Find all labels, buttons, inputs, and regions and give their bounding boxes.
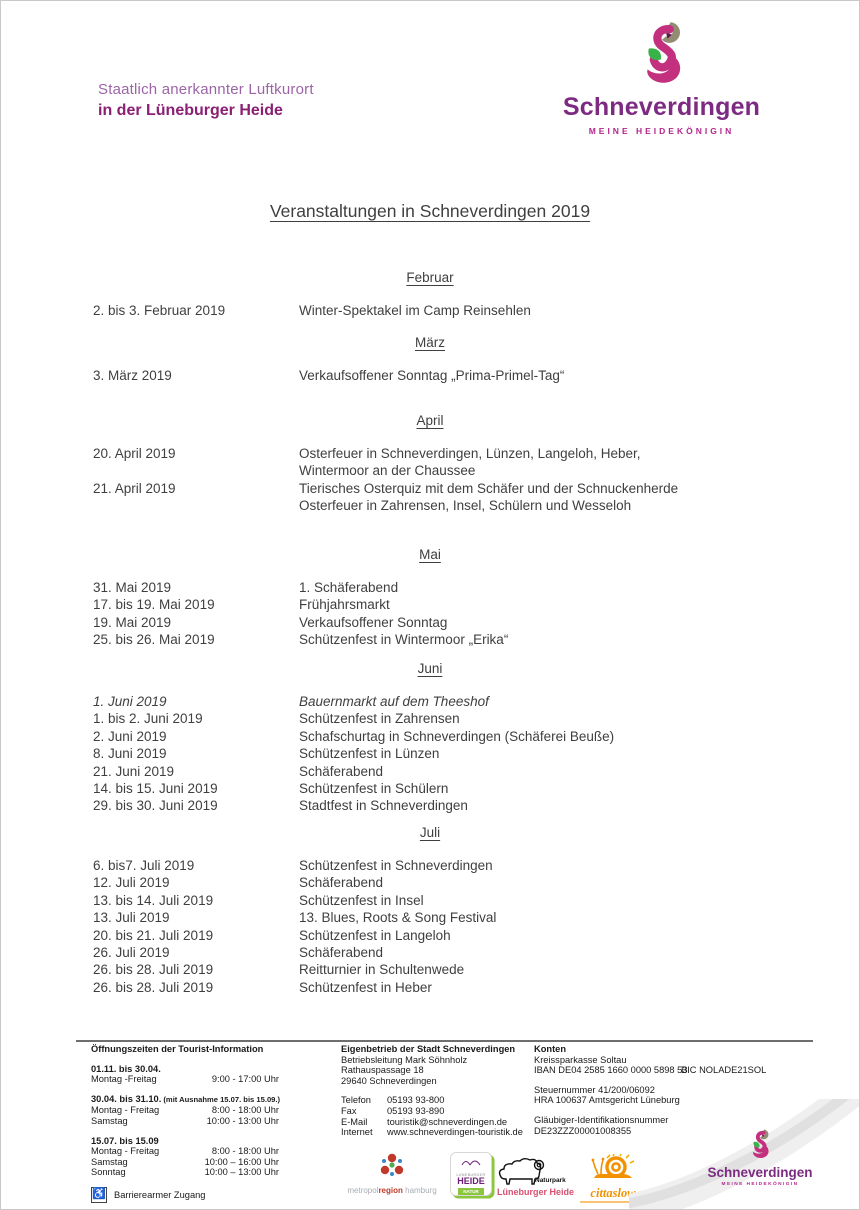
bank-name: Kreissparkasse Soltau	[534, 1054, 627, 1065]
event-date: 6. bis7. Juli 2019	[93, 858, 195, 873]
hours-gap	[91, 1085, 291, 1094]
event-date: 31. Mai 2019	[93, 580, 172, 595]
snail-icon	[590, 1154, 636, 1182]
metropol-label: metropolregion hamburg	[347, 1186, 437, 1195]
event-date: 8. Juni 2019	[93, 746, 167, 762]
operator-line: Betriebsleitung Mark Söhnholz	[341, 1054, 468, 1065]
naturpark-line2: Lüneburger Heide	[497, 1187, 575, 1197]
creditor-label: Gläubiger-Identifikationsnummer	[534, 1114, 669, 1125]
brand-block	[554, 21, 769, 136]
event-desc: Schützenfest in Schneverdingen	[299, 858, 493, 873]
event-desc: Schützenfest in Zahrensen	[299, 711, 460, 727]
event-desc: Schäferabend	[299, 875, 384, 891]
event-desc: Schafschurtag in Schneverdingen (Schäferei Beuße)	[299, 728, 615, 744]
hours-time: 8:00 - 18:00 Uhr	[211, 1146, 279, 1157]
event-row	[1, 480, 859, 515]
tax-lines	[534, 1085, 834, 1106]
event-desc: Reitturnier in Schultenwede	[299, 962, 465, 978]
tax-line: Steuernummer 41/200/06092	[534, 1084, 655, 1095]
brand-subtitle-small: MEINE HEIDEKÖNIGIN	[721, 1182, 799, 1187]
event-row	[1, 614, 859, 631]
contact-row	[341, 1106, 541, 1117]
event-date: 25. bis 26. Mai 2019	[93, 632, 215, 648]
event-date: 20. bis 21. Juli 2019	[93, 927, 214, 943]
event-desc: Schäferabend	[299, 945, 384, 961]
hours-row	[91, 1074, 279, 1085]
event-row	[1, 596, 859, 613]
hours-period-note: (mit Ausnahme 15.07. bis 15.09.)	[161, 1094, 281, 1104]
hours-time: 8:00 - 18:00 Uhr	[211, 1105, 279, 1116]
event-desc: Schützenfest in Langeloh	[299, 927, 451, 943]
naturpark-line1: Naturpark	[535, 1177, 566, 1184]
hours-row	[91, 1116, 279, 1127]
month-heading: Juni	[417, 661, 443, 676]
month-heading: Februar	[406, 270, 454, 285]
event-date: 1. bis 2. Juni 2019	[93, 711, 203, 727]
brand-name-small: Schneverdingen	[707, 1165, 813, 1180]
event-date: 14. bis 15. Juni 2019	[93, 781, 218, 797]
event-row	[1, 445, 859, 480]
heide-line3: NATUR	[458, 1188, 484, 1195]
event-row	[1, 579, 859, 596]
event-date: 26. bis 28. Juli 2019	[93, 979, 214, 995]
logo-metropolregion	[339, 1151, 445, 1195]
event-desc: Verkaufsoffener Sonntag	[299, 614, 448, 630]
page-title: Veranstaltungen in Schneverdingen 2019	[269, 201, 591, 221]
hours-gap	[91, 1127, 291, 1136]
hours-time: 10:00 – 16:00 Uhr	[204, 1156, 279, 1167]
logo-lueneburger-heide-natur	[450, 1152, 492, 1196]
event-date: 19. Mai 2019	[93, 614, 172, 630]
heide-line2: HEIDE	[457, 1176, 485, 1186]
bic-value: BIC NOLADE21SOL	[681, 1065, 767, 1076]
cittaslow-tagline-decoration	[580, 1201, 646, 1203]
event-desc: 1. Schäferabend	[299, 580, 399, 595]
event-desc: Frühjahrsmarkt	[299, 597, 390, 613]
contact-row	[341, 1117, 541, 1128]
event-row	[1, 693, 859, 710]
event-row	[1, 780, 859, 797]
event-row	[1, 302, 859, 319]
month-section	[1, 824, 859, 996]
event-row	[1, 944, 859, 961]
hours-time: 10:00 - 13:00 Uhr	[206, 1115, 279, 1126]
event-date: 20. April 2019	[93, 446, 176, 461]
month-section	[1, 546, 859, 649]
event-row	[1, 909, 859, 926]
event-desc: Bauernmarkt auf dem Theeshof	[299, 694, 489, 709]
month-section	[1, 334, 859, 384]
event-row	[1, 797, 859, 814]
metropol-flower-icon	[378, 1151, 406, 1179]
event-date: 21. April 2019	[93, 480, 176, 496]
brand-block-small	[704, 1129, 816, 1187]
hours-period: 30.04. bis 31.10. (mit Ausnahme 15.07. bis 15.09.)	[91, 1093, 281, 1104]
hours-time: 10:00 – 13:00 Uhr	[204, 1167, 279, 1178]
hours-heading: Öffnungszeiten der Tourist-Information	[91, 1044, 264, 1054]
event-row	[1, 710, 859, 727]
operator-line: Rathauspassage 18	[341, 1065, 424, 1076]
pretitle-line2: in der Lüneburger Heide	[98, 102, 283, 119]
event-row	[1, 631, 859, 648]
operator-contacts	[341, 1095, 541, 1137]
heide-hills-icon	[460, 1157, 482, 1166]
footer-hours-column	[91, 1044, 291, 1203]
event-row	[1, 892, 859, 909]
event-desc: 13. Blues, Roots & Song Festival	[299, 910, 497, 926]
event-desc: Schützenfest in Heber	[299, 979, 432, 995]
logo-cittaslow	[574, 1154, 652, 1203]
event-row	[1, 874, 859, 891]
hours-day: Samstag	[91, 1156, 128, 1167]
event-date: 26. bis 28. Juli 2019	[93, 962, 214, 978]
event-row	[1, 745, 859, 762]
pretitle-line1: Staatlich anerkannter Luftkurort	[98, 81, 314, 98]
contact-label: E-Mail	[341, 1116, 368, 1127]
operator-lines	[341, 1055, 541, 1087]
contact-label: Internet	[341, 1127, 373, 1138]
hours-row	[91, 1146, 279, 1157]
event-row	[1, 979, 859, 996]
event-date: 26. Juli 2019	[93, 945, 170, 961]
hours-day: Samstag	[91, 1115, 128, 1126]
event-date: 3. März 2019	[93, 368, 172, 383]
hours-row	[91, 1167, 279, 1178]
hours-day: Montag -Freitag	[91, 1074, 157, 1085]
event-desc: Schützenfest in Insel	[299, 892, 424, 908]
hours-row	[91, 1105, 279, 1116]
event-desc: Tierisches Osterquiz mit dem Schäfer und der Schnuckenherde Osterfeuer in Zahrensen, Insel, Schülern und Wesseloh	[299, 480, 679, 514]
event-row	[1, 367, 859, 384]
footer-divider	[76, 1040, 813, 1042]
iban-value: IBAN DE04 2585 1660 0000 5898 53	[534, 1065, 688, 1076]
contact-label: Fax	[341, 1105, 357, 1116]
event-row	[1, 763, 859, 780]
footer-operator-column	[341, 1044, 541, 1138]
contact-row	[341, 1127, 541, 1138]
operator-line: 29640 Schneverdingen	[341, 1075, 437, 1086]
contact-value: 05193 93-800	[387, 1095, 445, 1106]
footer-accounts-column	[534, 1044, 834, 1136]
event-desc: Schützenfest in Lünzen	[299, 746, 440, 762]
hours-row	[91, 1157, 279, 1168]
hours-day: Montag - Freitag	[91, 1105, 160, 1116]
month-heading: Juli	[419, 825, 441, 840]
hours-period: 15.07. bis 15.09	[91, 1135, 159, 1146]
hours-groups	[91, 1055, 291, 1178]
contact-value: 05193 93-890	[387, 1105, 445, 1116]
month-section	[1, 660, 859, 815]
event-date: 1. Juni 2019	[93, 694, 167, 709]
event-desc: Schützenfest in Wintermoor „Erika“	[299, 632, 509, 648]
header-left-block	[98, 81, 314, 120]
wheelchair-icon: ♿	[91, 1187, 107, 1203]
event-date: 12. Juli 2019	[93, 875, 170, 891]
month-heading: März	[415, 335, 445, 350]
brand-name: Schneverdingen	[562, 93, 761, 121]
month-heading: Mai	[419, 547, 441, 562]
event-desc: Schützenfest in Schülern	[299, 781, 449, 797]
hours-time: 9:00 - 17:00 Uhr	[211, 1074, 279, 1085]
contact-value: www.schneverdingen-touristik.de	[387, 1127, 523, 1138]
hours-gap	[91, 1055, 291, 1064]
event-desc: Osterfeuer in Schneverdingen, Lünzen, Langeloh, Heber, Wintermoor an der Chaussee	[299, 446, 641, 479]
iban-row	[534, 1065, 834, 1076]
event-date: 2. Juni 2019	[93, 728, 167, 744]
event-desc: Stadtfest in Schneverdingen	[299, 798, 468, 814]
event-row	[1, 927, 859, 944]
hours-day: Montag - Freitag	[91, 1146, 160, 1157]
logo-naturpark	[495, 1157, 575, 1197]
month-section	[1, 412, 859, 515]
cittaslow-label: cittaslow	[590, 1186, 636, 1200]
month-section	[1, 269, 859, 319]
swan-logo-icon-small	[747, 1129, 773, 1160]
event-date: 2. bis 3. Februar 2019	[93, 303, 226, 318]
event-desc: Winter-Spektakel im Camp Reinsehlen	[299, 303, 531, 318]
event-date: 13. bis 14. Juli 2019	[93, 892, 214, 908]
swan-logo-icon	[634, 21, 690, 87]
heide-line1: LÜNEBURGER	[456, 1173, 486, 1177]
event-date: 29. bis 30. Juni 2019	[93, 798, 218, 814]
creditor-id: DE23ZZZ00001008355	[534, 1125, 632, 1136]
operator-heading: Eigenbetrieb der Stadt Schneverdingen	[341, 1044, 516, 1054]
accounts-heading: Konten	[534, 1044, 567, 1054]
tax-line: HRA 100637 Amtsgericht Lüneburg	[534, 1095, 680, 1106]
brand-subtitle: MEINE HEIDEKÖNIGIN	[588, 126, 735, 136]
event-desc: Verkaufsoffener Sonntag „Prima-Primel-Tag“	[299, 368, 565, 383]
event-row	[1, 961, 859, 978]
contact-label: Telefon	[341, 1095, 371, 1106]
event-date: 21. Juni 2019	[93, 763, 175, 779]
event-date: 13. Juli 2019	[93, 910, 170, 926]
event-desc: Schäferabend	[299, 763, 384, 779]
hours-day: Sonntag	[91, 1167, 126, 1178]
accessibility-line	[91, 1187, 291, 1203]
event-row	[1, 728, 859, 745]
hours-period: 01.11. bis 30.04.	[91, 1063, 161, 1074]
event-row	[1, 857, 859, 874]
event-date: 17. bis 19. Mai 2019	[93, 597, 215, 613]
contact-value: touristik@schneverdingen.de	[387, 1116, 508, 1127]
month-heading: April	[416, 413, 444, 428]
contact-row	[341, 1095, 541, 1106]
accessibility-label: Barrierearmer Zugang	[114, 1189, 206, 1200]
